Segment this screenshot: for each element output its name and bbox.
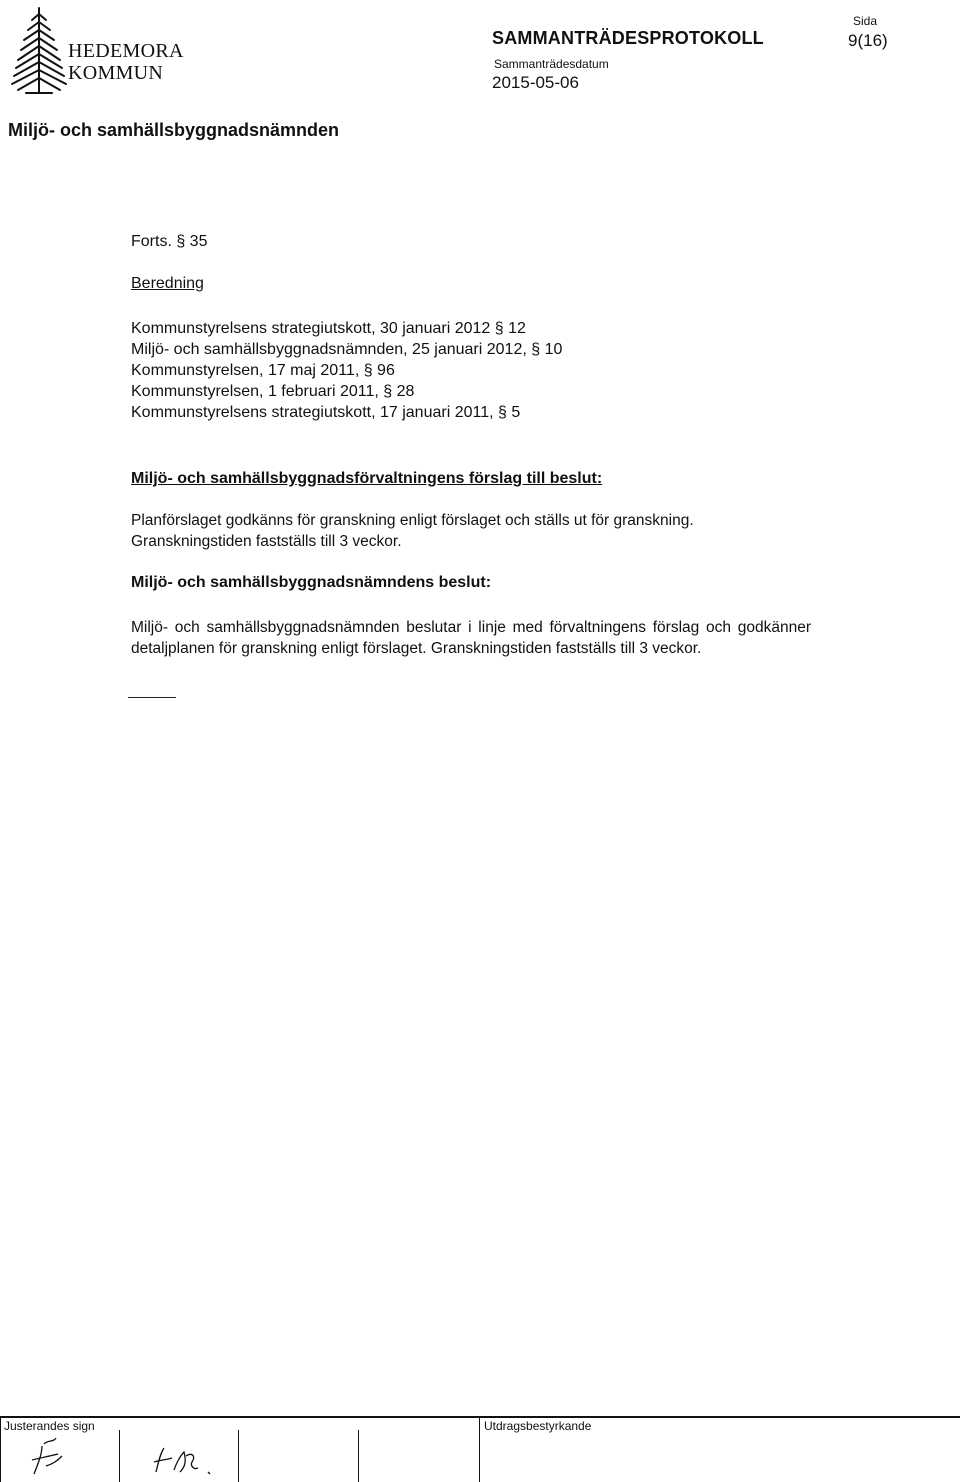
proposal-heading: Miljö- och samhällsbyggnadsförvaltningens förslag till beslut: xyxy=(131,470,603,487)
board-name: Miljö- och samhällsbyggnadsnämnden xyxy=(8,120,340,140)
justerandes-sign-label: Justerandes sign xyxy=(4,1419,95,1433)
date-value: 2015-05-06 xyxy=(492,73,579,92)
org-name-line1: HEDEMORA xyxy=(68,40,184,62)
page-number: 9(16) xyxy=(848,31,888,50)
decision-heading: Miljö- och samhällsbyggnadsnämndens beslut: xyxy=(131,574,492,591)
reference-item: Kommunstyrelsens strategiutskott, 30 januari 2012 § 12 xyxy=(131,320,526,337)
signature-2 xyxy=(150,1442,220,1478)
section-continuation: Forts. § 35 xyxy=(131,233,208,250)
reference-item: Kommunstyrelsens strategiutskott, 17 januari 2011, § 5 xyxy=(131,404,521,421)
signature-footer xyxy=(0,1416,960,1482)
document-type: SAMMANTRÄDESPROTOKOLL xyxy=(492,28,764,48)
page-label: Sida xyxy=(853,14,878,28)
signature-1 xyxy=(28,1436,78,1480)
decision-text: Miljö- och samhällsbyggnadsnämnden beslutar i linje med förvaltningens förslag och godkänner detaljplanen för granskning enligt förslaget. Granskningstiden fastställs till 3 veckor. xyxy=(131,619,811,657)
spruce-tree-icon xyxy=(8,6,70,98)
proposal-line: Granskningstiden fastställs till 3 veckor. xyxy=(131,533,402,550)
proposal-line: Planförslaget godkänns för granskning enligt förslaget och ställs ut för granskning. xyxy=(131,512,694,529)
footer-divider xyxy=(479,1416,480,1482)
footer-divider xyxy=(0,1416,1,1482)
date-label: Sammanträdesdatum xyxy=(494,57,609,71)
org-name-line2: KOMMUN xyxy=(68,62,164,84)
beredning-heading: Beredning xyxy=(131,275,204,292)
reference-item: Kommunstyrelsen, 17 maj 2011, § 96 xyxy=(131,362,395,379)
reference-item: Miljö- och samhällsbyggnadsnämnden, 25 januari 2012, § 10 xyxy=(131,341,563,358)
reference-list xyxy=(131,318,562,423)
footer-divider xyxy=(238,1430,239,1482)
end-divider xyxy=(128,697,176,698)
utdragsbestyrkande-label: Utdragsbestyrkande xyxy=(484,1419,592,1433)
reference-item: Kommunstyrelsen, 1 februari 2011, § 28 xyxy=(131,383,415,400)
proposal-text xyxy=(131,510,891,552)
footer-divider xyxy=(358,1430,359,1482)
footer-divider xyxy=(119,1430,120,1482)
